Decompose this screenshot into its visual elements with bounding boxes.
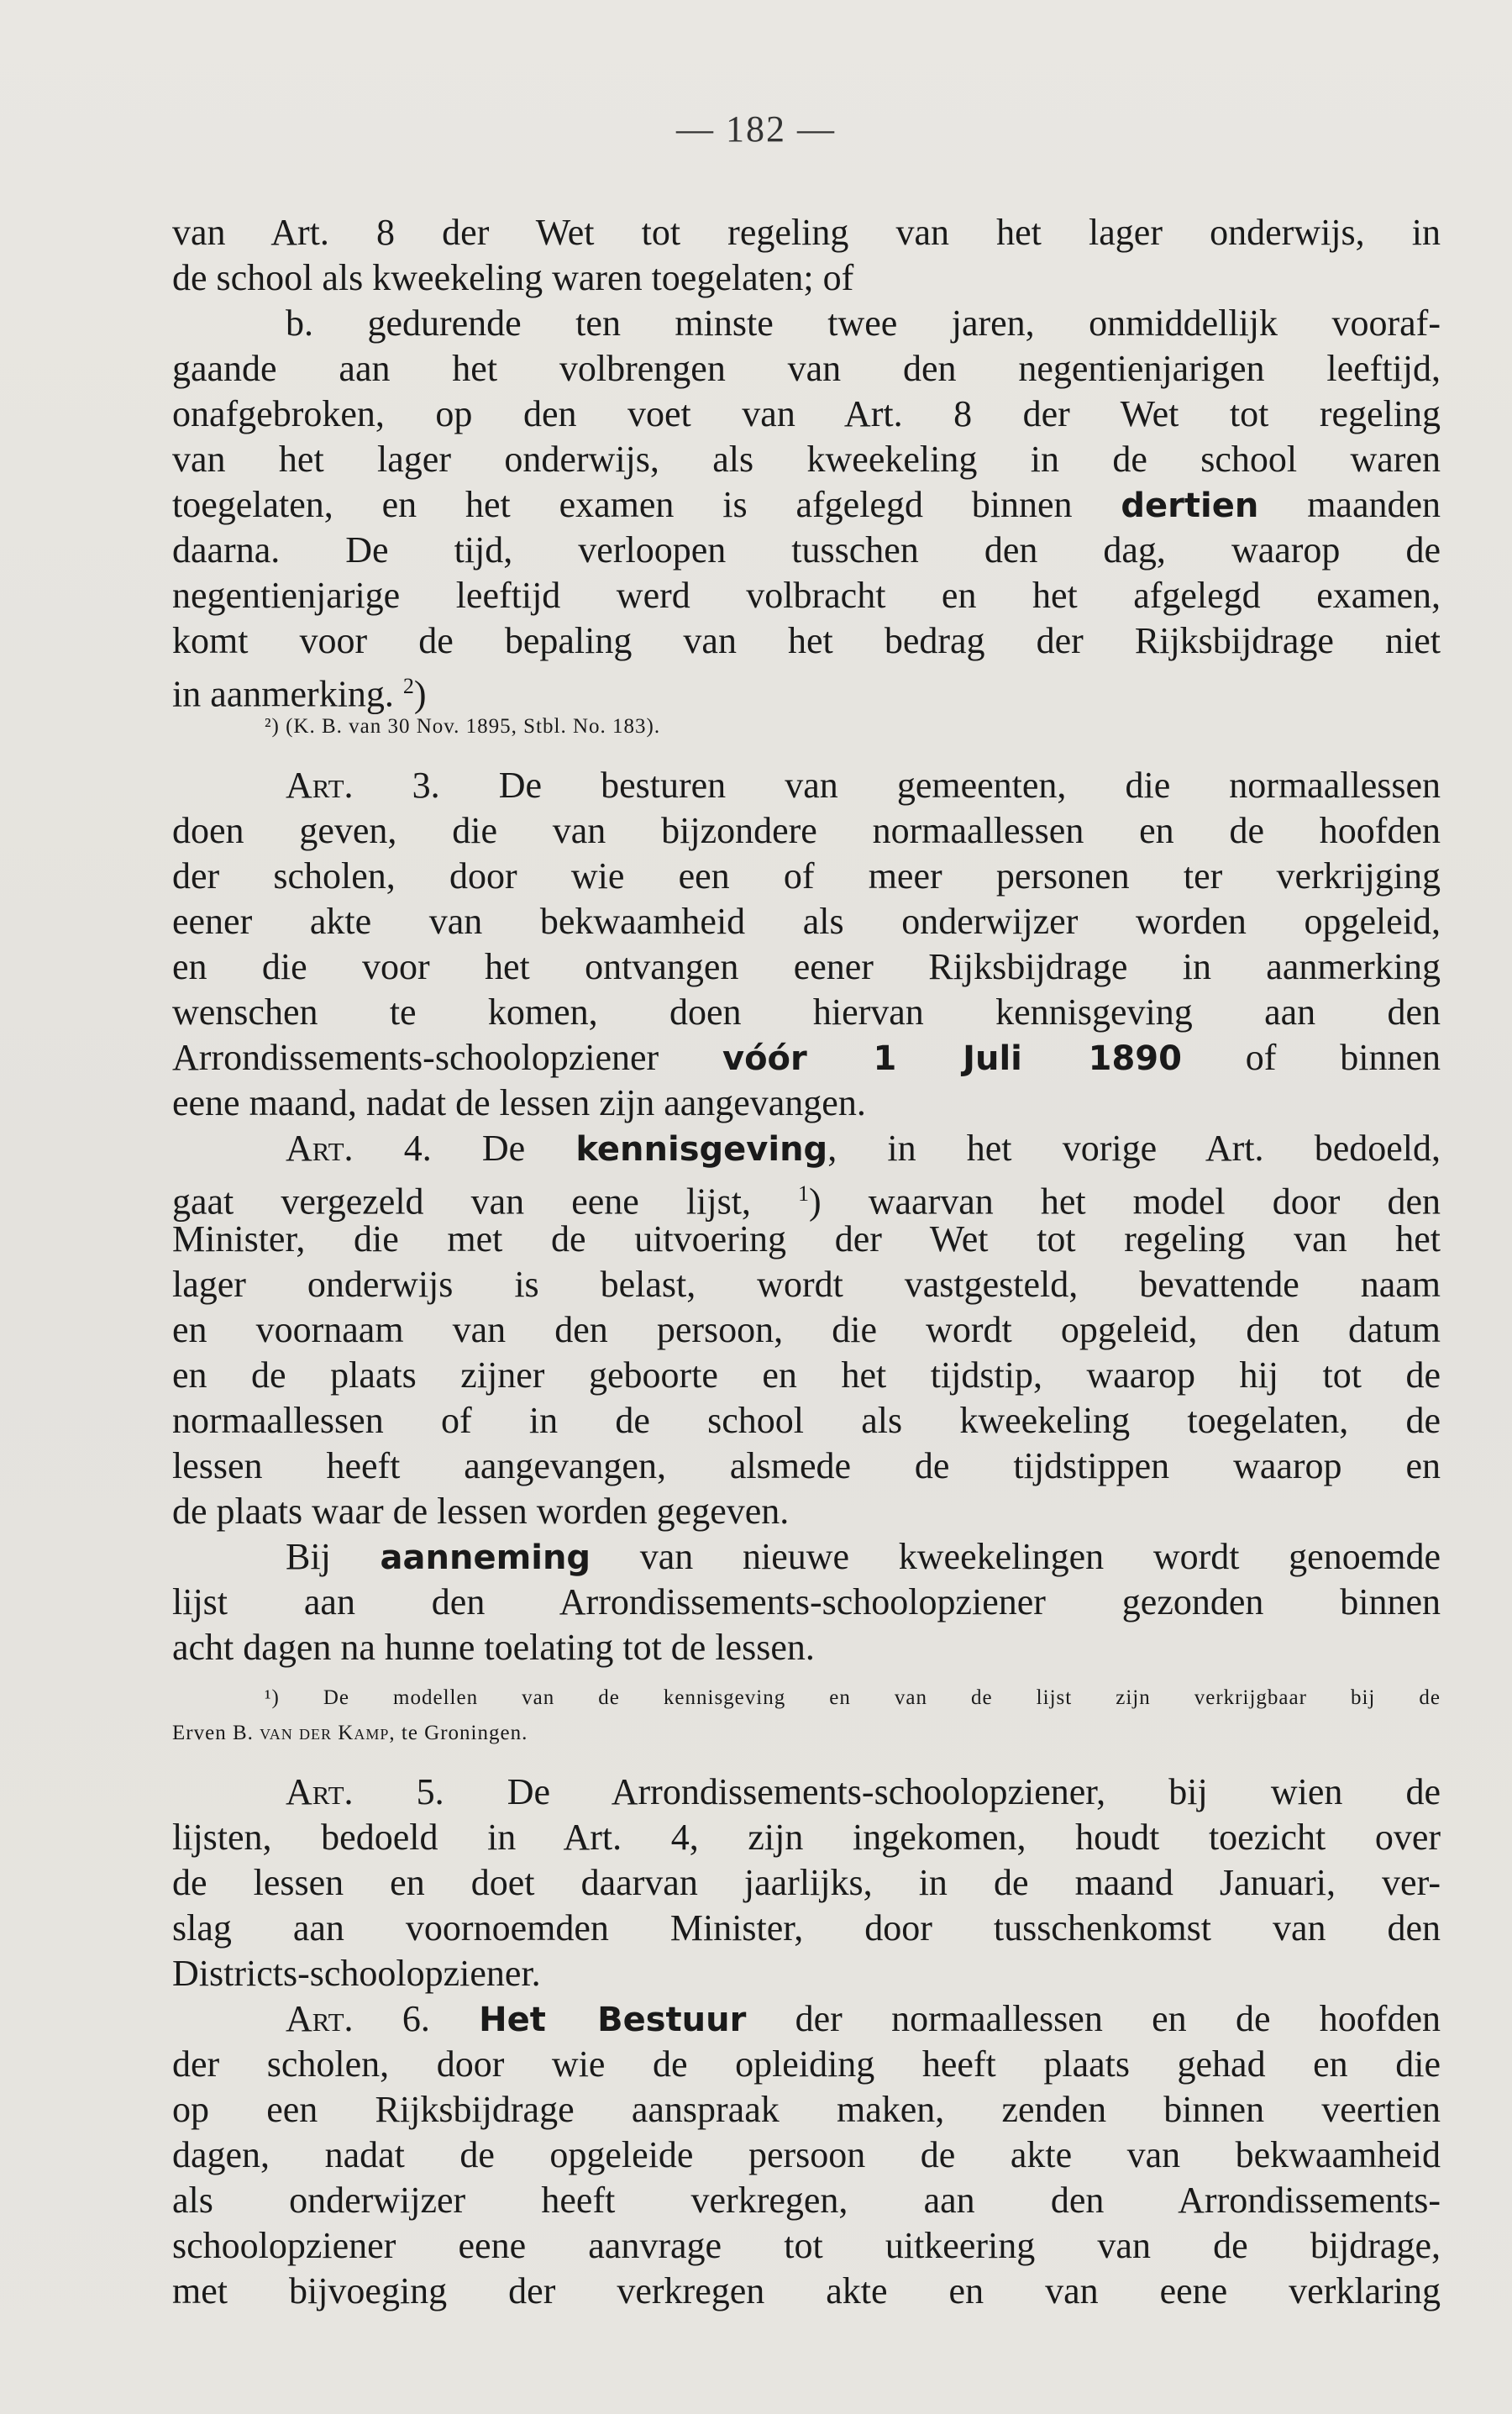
article-label: Art. 3. bbox=[286, 765, 440, 806]
text-span: toegelaten, en het examen is afgelegd binnen bbox=[172, 484, 1121, 525]
text-line: normaallessen of in de school als kweekeling toegelaten, de bbox=[172, 1400, 1441, 1441]
text-line: Minister, die met de uitvoering der Wet tot regeling van het bbox=[172, 1218, 1441, 1260]
text-span: gaat vergezeld van eene lijst, bbox=[172, 1181, 799, 1223]
text-line: en die voor het ontvangen eener Rijksbijdrage in aanmerking bbox=[172, 946, 1441, 987]
text-line: als onderwijzer heeft verkregen, aan den Arrondissements- bbox=[172, 2180, 1441, 2221]
text-line: acht dagen na hunne toelating tot de lessen. bbox=[172, 1627, 815, 1668]
text-line bbox=[172, 664, 1441, 715]
page-number: — 182 — bbox=[676, 108, 836, 150]
text-line: van Art. 8 der Wet tot regeling van het lager onderwijs, in bbox=[172, 212, 1441, 253]
bold-term: vóór 1 Juli 1890 bbox=[722, 1039, 1182, 1078]
body-text bbox=[172, 210, 1441, 2314]
text-line: wenschen te komen, doen hiervan kennisgeving aan den bbox=[172, 991, 1441, 1033]
text-line: daarna. De tijd, verloopen tusschen den dag, waarop de bbox=[172, 529, 1441, 571]
text-span: ) waarvan het model door den bbox=[809, 1181, 1441, 1223]
text-line: op een Rijksbijdrage aanspraak maken, zenden binnen veertien bbox=[172, 2089, 1441, 2130]
bold-term: dertien bbox=[1121, 486, 1259, 525]
text-span: De bbox=[431, 1128, 576, 1169]
text-line: eene maand, nadat de lessen zijn aangevangen. bbox=[172, 1082, 866, 1123]
text-line: schoolopziener eene aanvrage tot uitkeering van de bijdrage, bbox=[172, 2225, 1441, 2266]
text-line bbox=[172, 1996, 1441, 2042]
text-line: dagen, nadat de opgeleide persoon de akte van bekwaamheid bbox=[172, 2134, 1441, 2175]
text-span: van nieuwe kweekelingen wordt genoemde bbox=[591, 1536, 1441, 1577]
text-span: Erven B. bbox=[172, 1722, 260, 1744]
footnote bbox=[172, 1716, 1441, 1751]
text-span: ) bbox=[413, 673, 427, 715]
article-label: Art. 6. bbox=[286, 1998, 430, 2039]
text-span: , in het vorige Art. bedoeld, bbox=[827, 1128, 1441, 1169]
text-span: Arrondissements-schoolopziener bbox=[172, 1037, 722, 1078]
article-label: Art. 4. bbox=[286, 1128, 432, 1169]
text-line: met bijvoeging der verkregen akte en van eene verklaring bbox=[172, 2270, 1441, 2311]
text-line: b. gedurende ten minste twee jaren, onmiddellijk vooraf- bbox=[286, 302, 1441, 344]
text-line: komt voor de bepaling van het bedrag der Rijksbijdrage niet bbox=[172, 620, 1441, 661]
text-line: de lessen en doet daarvan jaarlijks, in de maand Januari, ver- bbox=[172, 1862, 1441, 1903]
text-line: Districts-schoolopziener. bbox=[172, 1953, 541, 1994]
text-span: maanden bbox=[1258, 484, 1441, 525]
text-line: negentienjarige leeftijd werd volbracht en het afgelegd examen, bbox=[172, 575, 1441, 616]
text-line: gaande aan het volbrengen van den negentienjarigen leeftijd, bbox=[172, 348, 1441, 389]
text-line: doen geven, die van bijzondere normaallessen en de hoofden bbox=[172, 810, 1441, 851]
text-line bbox=[172, 1770, 1441, 1815]
text-line bbox=[172, 1035, 1441, 1081]
text-span: van der Kamp bbox=[260, 1722, 390, 1744]
text-line: lijsten, bedoeld in Art. 4, zijn ingekomen, houdt toezicht over bbox=[172, 1817, 1441, 1858]
text-line bbox=[172, 763, 1441, 808]
text-line bbox=[172, 1171, 1441, 1223]
text-line bbox=[172, 482, 1441, 528]
text-line: lager onderwijs is belast, wordt vastgesteld, bevattende naam bbox=[172, 1264, 1441, 1305]
text-line: der scholen, door wie de opleiding heeft plaats gehad en die bbox=[172, 2043, 1441, 2085]
bold-term: aanneming bbox=[380, 1538, 591, 1577]
text-line: slag aan voornoemden Minister, door tusschenkomst van den bbox=[172, 1907, 1441, 1949]
footnote: ¹) De modellen van de kennisgeving en van de lijst zijn verkrijgbaar bij de bbox=[265, 1686, 1441, 1709]
footnote-ref: 1 bbox=[798, 1181, 810, 1206]
text-span: De besturen van gemeenten, die normaallessen bbox=[439, 765, 1441, 806]
bold-term: kennisgeving bbox=[575, 1130, 828, 1169]
text-span: of binnen bbox=[1181, 1037, 1441, 1078]
text-line: en de plaats zijner geboorte en het tijdstip, waarop hij tot de bbox=[172, 1354, 1441, 1396]
text-span: in aanmerking. bbox=[172, 673, 394, 715]
bold-term: Het Bestuur bbox=[479, 2001, 747, 2039]
text-span: der normaallessen en de hoofden bbox=[746, 1998, 1441, 2039]
text-span: Bij bbox=[286, 1536, 381, 1577]
text-line: onafgebroken, op den voet van Art. 8 der Wet tot regeling bbox=[172, 393, 1441, 434]
text-line bbox=[172, 1126, 1441, 1171]
footnote-ref: 2 bbox=[402, 674, 414, 698]
text-line: der scholen, door wie een of meer personen ter verkrijging bbox=[172, 855, 1441, 897]
text-line: lijst aan den Arrondissements-schoolopziener gezonden binnen bbox=[172, 1581, 1441, 1622]
footnote: ²) (K. B. van 30 Nov. 1895, Stbl. No. 183). bbox=[265, 715, 661, 738]
text-line: de plaats waar de lessen worden gegeven. bbox=[172, 1491, 790, 1532]
article-label: Art. 5. bbox=[286, 1771, 444, 1812]
text-line: van het lager onderwijs, als kweekeling in de school waren bbox=[172, 439, 1441, 480]
text-span: De Arrondissements-schoolopziener, bij wien de bbox=[444, 1771, 1441, 1812]
text-span bbox=[430, 1998, 479, 2039]
text-line: eener akte van bekwaamheid als onderwijzer worden opgeleid, bbox=[172, 901, 1441, 942]
text-span: , te Groningen. bbox=[389, 1722, 528, 1744]
text-line: lessen heeft aangevangen, alsmede de tijdstippen waarop en bbox=[172, 1445, 1441, 1486]
text-line: de school als kweekeling waren toegelaten; of bbox=[172, 257, 854, 298]
text-line: en voornaam van den persoon, die wordt opgeleid, den datum bbox=[172, 1309, 1441, 1350]
text-line bbox=[172, 1534, 1441, 1580]
